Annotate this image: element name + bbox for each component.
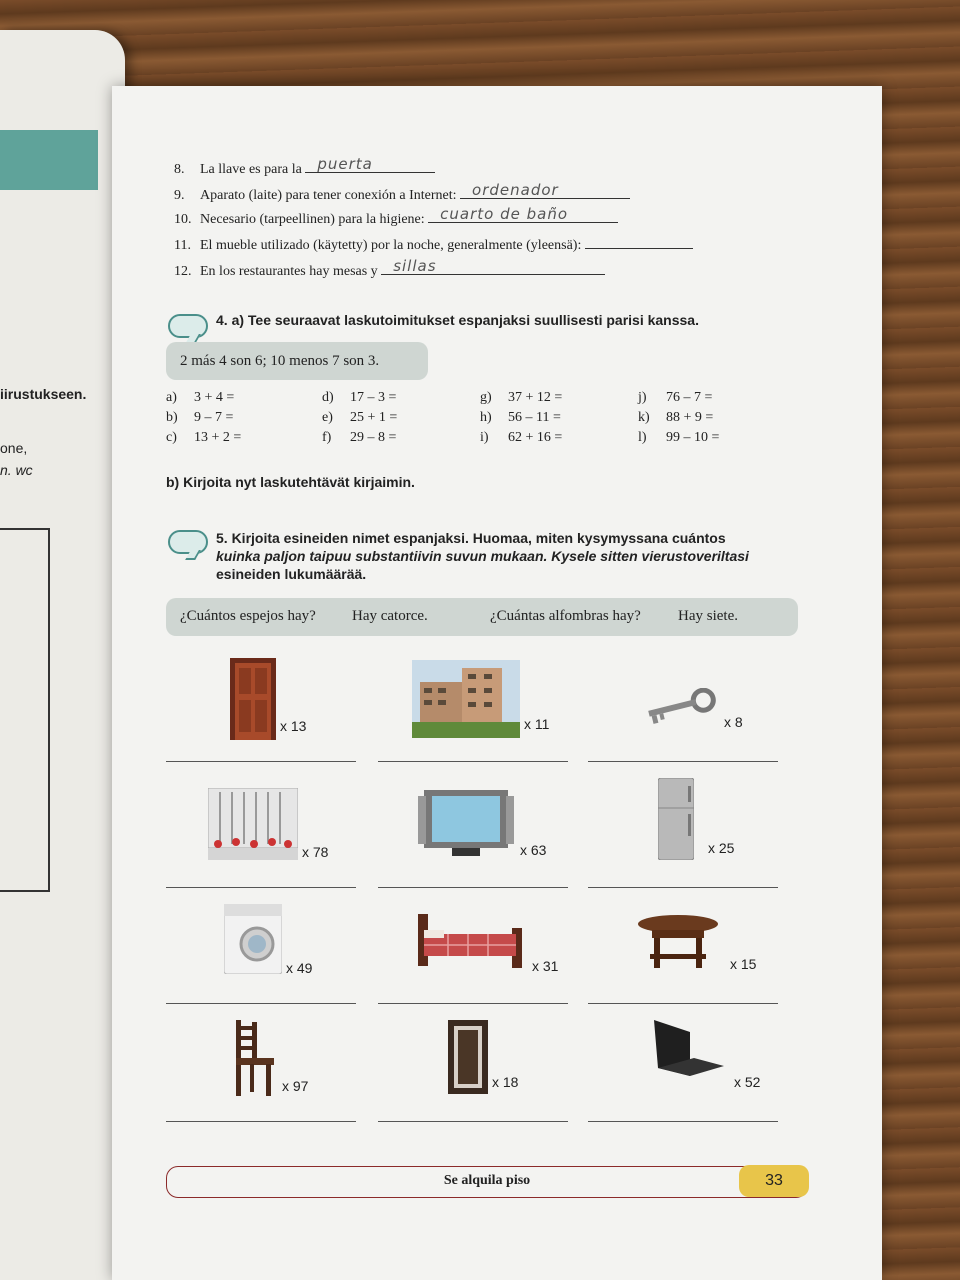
question-9 (174, 181, 630, 204)
quantity: x 15 (730, 956, 757, 972)
answer-field[interactable] (460, 181, 630, 199)
handwritten-answer: puerta (317, 155, 373, 173)
question-number: 12. (174, 264, 192, 279)
item-letter: j) (638, 390, 647, 405)
object-bed (378, 884, 568, 1004)
question-10 (174, 205, 618, 228)
question-number: 11. (174, 238, 191, 253)
object-table (588, 884, 778, 1004)
answer-line[interactable] (378, 1121, 568, 1122)
example-answer-2: Hay siete. (678, 608, 738, 624)
exercise-4b-instruction: b) Kirjoita nyt laskutehtävät kirjaimin. (166, 474, 415, 490)
wardrobe-icon (448, 1020, 488, 1094)
math-expression: 25 + 1 = (350, 410, 398, 425)
math-column-1 (166, 390, 241, 446)
math-expression: 29 – 8 = (350, 430, 397, 445)
exercise-4-example: 2 más 4 son 6; 10 menos 7 son 3. (166, 342, 428, 380)
apartment-building-icon (412, 660, 520, 738)
math-expression: 88 + 9 = (666, 410, 714, 425)
quantity: x 52 (734, 1074, 761, 1090)
key-icon (642, 688, 718, 724)
question-text: El mueble utilizado (käytetty) por la noche, generalmente (yleensä): (200, 238, 582, 253)
object-refrigerator (588, 768, 778, 888)
object-laptop (588, 1002, 778, 1122)
question-11 (174, 234, 693, 254)
item-letter: k) (638, 410, 650, 425)
example-question-1: ¿Cuántos espejos hay? (180, 608, 316, 624)
math-expression: 9 – 7 = (194, 410, 234, 425)
speech-bubble-icon (168, 530, 208, 554)
question-8 (174, 155, 435, 178)
question-text: La llave es para la (200, 162, 302, 177)
item-letter: g) (480, 390, 492, 405)
table-icon (636, 914, 720, 972)
left-page-text-2: one, (0, 440, 28, 456)
math-expression: 13 + 2 = (194, 430, 242, 445)
item-letter: l) (638, 430, 647, 445)
page-footer (166, 1166, 808, 1198)
math-column-4 (638, 390, 719, 446)
quantity: x 49 (286, 960, 313, 976)
item-letter: i) (480, 430, 489, 445)
floor-plan-drawing (0, 528, 50, 892)
item-letter: a) (166, 390, 177, 405)
exercise-5-heading-line-3: esineiden lukumäärää. (216, 566, 367, 582)
quantity: x 11 (524, 716, 550, 732)
item-letter: c) (166, 430, 177, 445)
window-flowerbox-icon (208, 788, 298, 866)
answer-field[interactable] (585, 234, 693, 249)
question-text: Necesario (tarpeellinen) para la higiene: (200, 212, 425, 227)
laptop-icon (654, 1020, 724, 1090)
answer-line[interactable] (588, 761, 778, 762)
answer-field[interactable] (381, 257, 605, 275)
answer-field[interactable] (428, 205, 618, 223)
quantity: x 25 (708, 840, 735, 856)
item-letter: f) (322, 430, 332, 445)
object-washing-machine (166, 884, 356, 1004)
answer-line[interactable] (166, 761, 356, 762)
item-letter: b) (166, 410, 178, 425)
handwritten-answer: ordenador (472, 181, 559, 199)
item-letter: h) (480, 410, 492, 425)
quantity: x 31 (532, 958, 559, 974)
question-number: 8. (174, 162, 185, 177)
quantity: x 18 (492, 1074, 519, 1090)
math-column-2 (322, 390, 397, 446)
answer-line[interactable] (378, 761, 568, 762)
quantity: x 13 (280, 718, 307, 734)
math-expression: 99 – 10 = (666, 430, 720, 445)
bed-icon (418, 914, 522, 970)
answer-line[interactable] (166, 1121, 356, 1122)
object-television (378, 768, 568, 888)
question-12 (174, 257, 605, 280)
math-expression: 56 – 11 = (508, 410, 561, 425)
object-window (166, 768, 356, 888)
math-expression: 17 – 3 = (350, 390, 397, 405)
quantity: x 8 (724, 714, 743, 730)
chair-icon (232, 1020, 276, 1096)
handwritten-answer: cuarto de baño (440, 205, 569, 223)
washing-machine-icon (224, 904, 282, 974)
answer-field[interactable] (305, 155, 435, 173)
exercise-5-example-box (166, 598, 798, 636)
item-letter: e) (322, 410, 333, 425)
television-icon (418, 790, 514, 860)
object-wardrobe (378, 1002, 568, 1122)
object-door (166, 642, 356, 762)
workbook-page (112, 86, 882, 1280)
object-apartment-building (378, 642, 568, 762)
math-expression: 62 + 16 = (508, 430, 563, 445)
left-page (0, 30, 125, 1280)
left-page-text-3: n. wc (0, 462, 33, 478)
question-text: Aparato (laite) para tener conexión a Internet: (200, 188, 457, 203)
refrigerator-icon (658, 778, 694, 860)
math-expression: 37 + 12 = (508, 390, 563, 405)
exercise-5-heading-line-2: kuinka paljon taipuu substantiivin suvun mukaan. Kysele sitten vierustoveriltasi (216, 548, 749, 564)
example-question-2: ¿Cuántas alfombras hay? (490, 608, 641, 624)
page-number: 33 (739, 1165, 809, 1197)
quantity: x 63 (520, 842, 547, 858)
example-answer-1: Hay catorce. (352, 608, 428, 624)
exercise-4-heading: 4. a) Tee seuraavat laskutoimitukset espanjaksi suullisesti parisi kanssa. (216, 312, 699, 328)
quantity: x 78 (302, 844, 329, 860)
object-chair (166, 1002, 356, 1122)
chapter-title: Se alquila piso (443, 1173, 531, 1188)
question-text: En los restaurantes hay mesas y (200, 264, 378, 279)
math-expression: 76 – 7 = (666, 390, 713, 405)
question-number: 10. (174, 212, 192, 227)
math-column-3 (480, 390, 562, 446)
answer-line[interactable] (588, 1121, 778, 1122)
left-page-text-1: iirustukseen. (0, 386, 87, 402)
quantity: x 97 (282, 1078, 309, 1094)
object-key (588, 642, 778, 762)
exercise-5-heading-line-1: 5. Kirjoita esineiden nimet espanjaksi. Huomaa, miten kysymyssana cuántos (216, 530, 726, 546)
math-expression: 3 + 4 = (194, 390, 235, 405)
door-icon (230, 658, 276, 740)
question-number: 9. (174, 188, 185, 203)
item-letter: d) (322, 390, 334, 405)
left-page-teal-band (0, 130, 98, 190)
speech-bubble-icon (168, 314, 208, 338)
handwritten-answer: sillas (393, 257, 437, 275)
